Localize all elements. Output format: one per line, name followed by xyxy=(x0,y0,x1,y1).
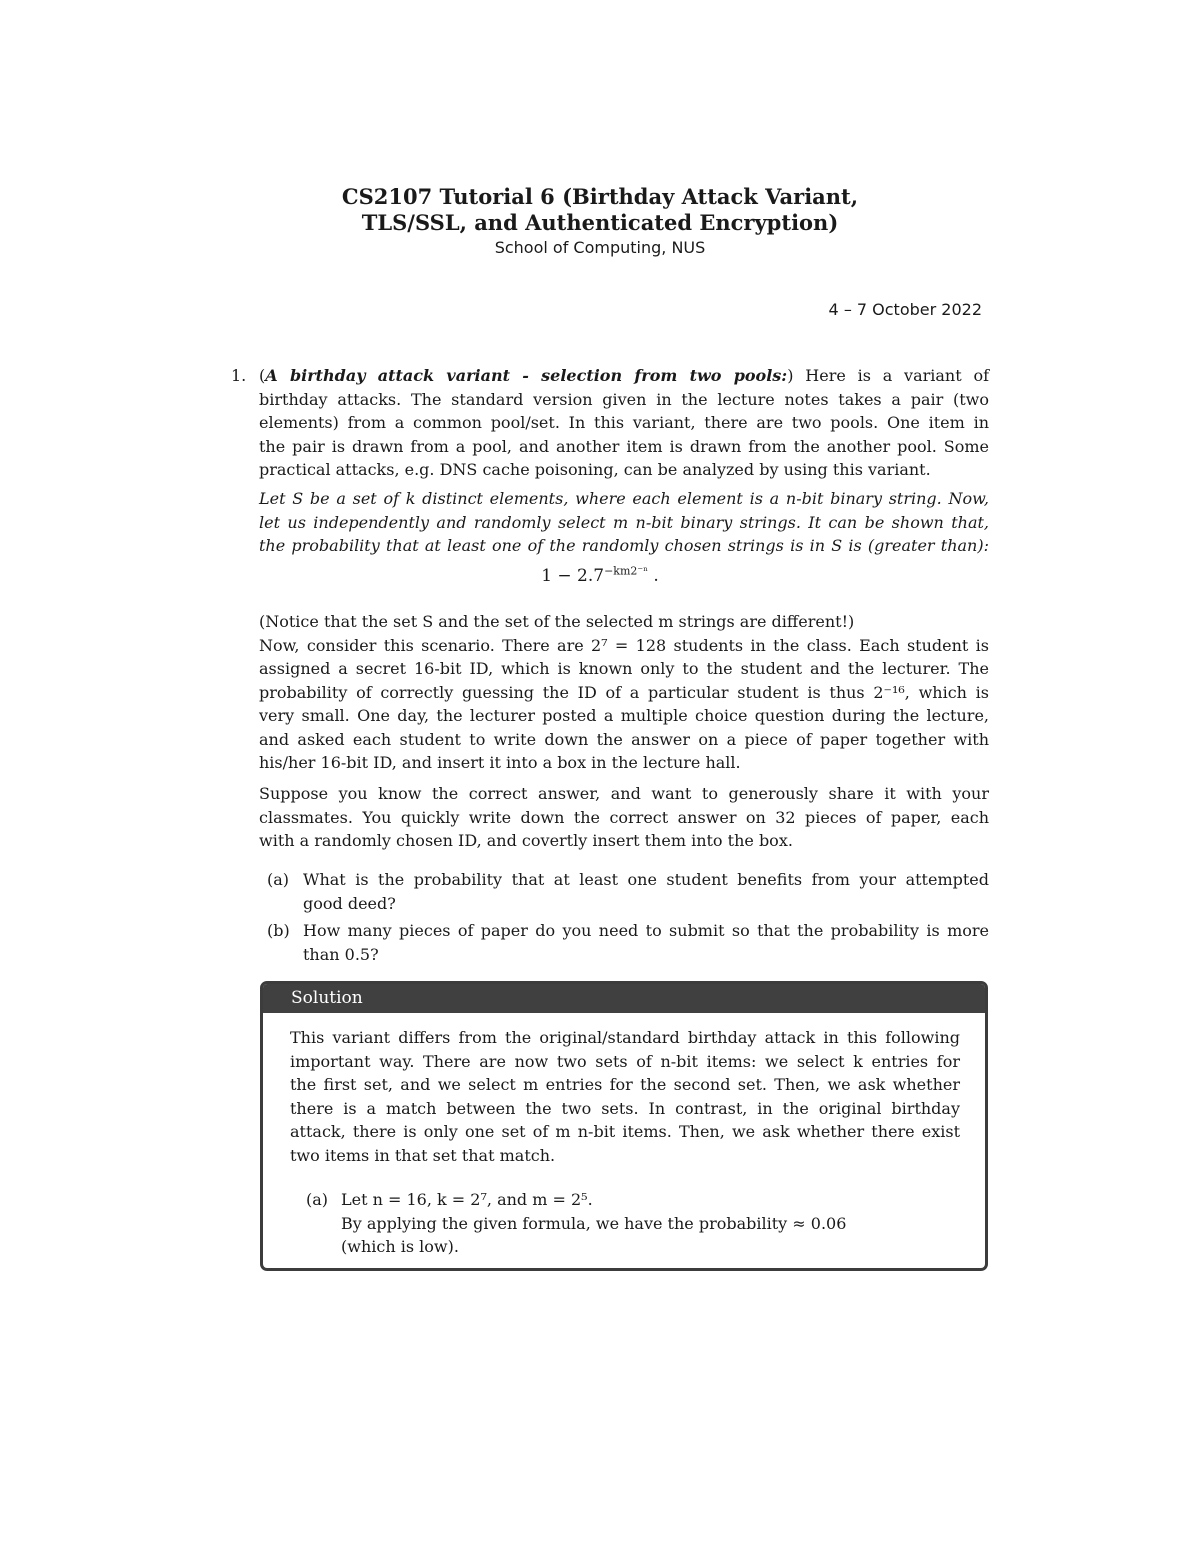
solution-header xyxy=(263,984,985,1013)
question-heading: A birthday attack variant - selection from two pools: xyxy=(265,366,788,385)
scenario-line-6: his/her 16-bit ID, and insert it into a box in the lecture hall. xyxy=(259,753,741,772)
scenario-line-4: very small. One day, the lecturer posted a multiple choice question during the lecture, xyxy=(259,706,989,725)
intro-line-4: the pair is drawn from a pool, and another item is drawn from the another pool. Some xyxy=(259,436,989,456)
theorem-line-2: let us independently and randomly select m n-bit binary strings. It can be shown that, xyxy=(259,512,989,532)
solution-part-a-line-1: Let n = 16, k = 2⁷, and m = 2⁵. xyxy=(341,1190,593,1209)
solution-part-a-label: (a) xyxy=(306,1190,329,1209)
part-a-line-1: What is the probability that at least one student benefits from your attempted xyxy=(303,870,989,889)
part-b-line-2: than 0.5? xyxy=(303,944,379,964)
part-a-line-2: good deed? xyxy=(303,893,396,913)
notice-line: (Notice that the set S and the set of the selected m strings are different!) xyxy=(259,612,855,631)
part-b-label: (b) xyxy=(267,921,290,940)
suppose-line-3: with a randomly chosen ID, and covertly insert them into the box. xyxy=(259,831,793,850)
question-part-b xyxy=(259,919,989,967)
theorem-line-3: the probability that at least one of the randomly chosen strings is in S is (greater than): xyxy=(259,536,989,555)
solution-line-1: This variant differs from the original/standard birthday attack in this following xyxy=(290,1028,960,1047)
solution-title: Solution xyxy=(291,988,363,1008)
theorem-line-1: Let S be a set of k distinct elements, where each element is a n-bit binary string. Now, xyxy=(259,489,989,508)
solution-part-a xyxy=(341,1188,846,1259)
probability-formula: $1 - 2.7^{-km2^{-n}}$ . xyxy=(541,564,659,586)
scenario-line-5: and asked each student to write down the answer on a piece of paper together with xyxy=(259,729,989,749)
part-a-label: (a) xyxy=(267,870,290,889)
suppose-paragraph xyxy=(259,782,989,853)
solution-line-4: there is a match between the two sets. In contrast, in the original birthday xyxy=(290,1098,960,1118)
solution-body xyxy=(290,1026,960,1167)
title-line-2: TLS/SSL, and Authenticated Encryption) xyxy=(361,210,839,235)
solution-part-a-line-2: By applying the given formula, we have the probability ≈ 0.06 xyxy=(341,1213,847,1233)
solution-line-6: two items in that set that match. xyxy=(290,1145,556,1165)
title-line-1: CS2107 Tutorial 6 (Birthday Attack Variant, xyxy=(341,184,859,209)
solution-line-5: attack, there is only one set of m n-bit items. Then, we ask whether there exist xyxy=(290,1122,960,1141)
intro-line-2: birthday attacks. The standard version given in the lecture notes takes a pair (two xyxy=(259,389,989,409)
intro-line-5: practical attacks, e.g. DNS cache poisoning, can be analyzed by using this variant. xyxy=(259,460,931,479)
solution-line-3: the first set, and we select m entries for the second set. Then, we ask whether xyxy=(290,1075,960,1094)
solution-part-a-line-3: (which is low). xyxy=(341,1237,459,1256)
question-intro xyxy=(259,364,989,482)
subtitle: School of Computing, NUS xyxy=(494,238,706,257)
solution-line-2: important way. There are now two sets of n-bit items: we select k entries for xyxy=(290,1051,960,1071)
theorem-statement xyxy=(259,487,989,558)
intro-line-3: elements) from a common pool/set. In this variant, there are two pools. One item in xyxy=(259,413,989,432)
intro-line-1: (A birthday attack variant - selection from two pools:) Here is a variant of xyxy=(259,366,990,385)
scenario-line-1: Now, consider this scenario. There are 2⁷ = 128 students in the class. Each student is xyxy=(259,635,989,655)
solution-box xyxy=(260,981,988,1271)
suppose-line-1: Suppose you know the correct answer, and want to generously share it with your xyxy=(259,784,989,803)
scenario-paragraph xyxy=(259,610,989,775)
scenario-line-2: assigned a secret 16-bit ID, which is known only to the student and the lecturer. The xyxy=(259,659,989,678)
part-b-line-1: How many pieces of paper do you need to submit so that the probability is more xyxy=(303,921,989,940)
suppose-line-2: classmates. You quickly write down the correct answer on 32 pieces of paper, each xyxy=(259,807,989,827)
question-part-a xyxy=(259,868,989,916)
date: 4 – 7 October 2022 xyxy=(828,300,982,319)
scenario-line-3: probability of correctly guessing the ID of a particular student is thus 2⁻¹⁶, which is xyxy=(259,682,989,702)
question-number: 1. xyxy=(231,366,247,385)
